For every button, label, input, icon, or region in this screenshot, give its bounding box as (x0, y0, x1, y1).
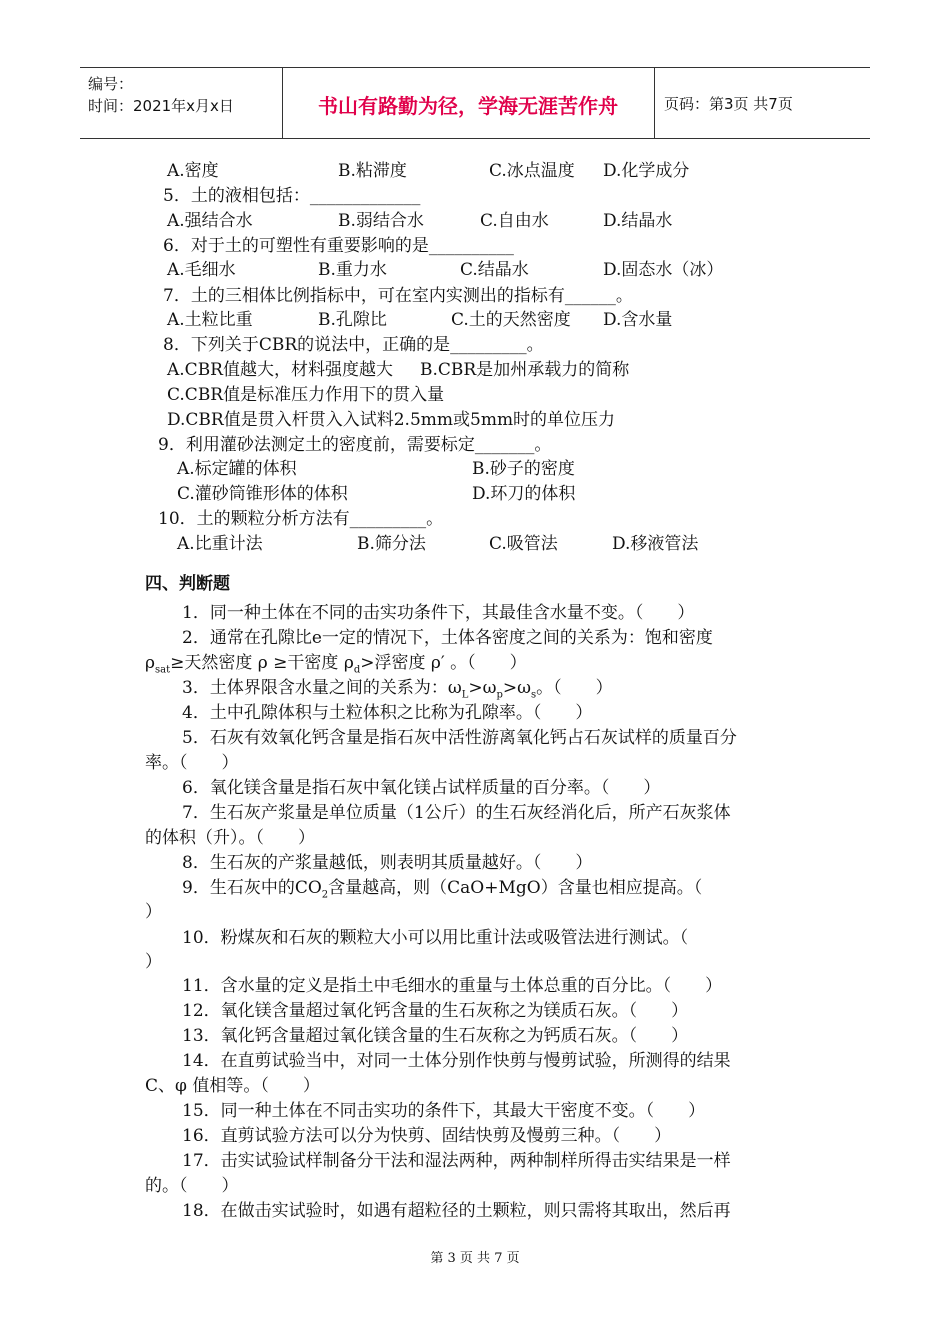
option: A.密度 (167, 161, 219, 181)
question-10: 10．土的颗粒分析方法有_________。 (158, 509, 444, 529)
option: D.化学成分 (603, 161, 690, 181)
judge-item: 15．同一种土体在不同击实功的条件下，其最大干密度不变。（ ） (182, 1101, 706, 1121)
option: C.结晶水 (460, 260, 529, 280)
option: A.毛细水 (167, 260, 236, 280)
option: A.强结合水 (167, 211, 253, 231)
option: C.土的天然密度 (451, 310, 571, 330)
option: D.环刀的体积 (472, 484, 576, 504)
judge-item: 9．生石灰中的$CO_2$含量越高，则（CaO+MgO）含量也相应提高。（ (182, 878, 703, 901)
option: A.标定罐的体积 (177, 459, 297, 479)
judge-item: 12．氧化镁含量超过氧化钙含量的生石灰称之为镁质石灰。（ ） (182, 1001, 689, 1021)
option: D.CBR值是贯入杆贯入入试料2.5mm或5mm时的单位压力 (167, 410, 616, 430)
question-6: 6．对于土的可塑性有重要影响的是__________ (163, 236, 514, 256)
option: C.自由水 (480, 211, 549, 231)
judge-item-cont: C、φ 值相等。（ ） (145, 1076, 320, 1096)
judge-item: 16．直剪试验方法可以分为快剪、固结快剪及慢剪三种。（ ） (182, 1126, 672, 1146)
judge-item: 8．生石灰的产浆量越低，则表明其质量越好。（ ） (182, 853, 593, 873)
header-time: 时间：2021年x月x日 (88, 97, 234, 115)
judge-item: 18．在做击实试验时，如遇有超粒径的土颗粒，则只需将其取出，然后再 (182, 1201, 731, 1221)
option: B.砂子的密度 (472, 459, 575, 479)
judge-item-cont: 率。（ ） (145, 753, 239, 773)
judge-item: 17．击实试验试样制备分干法和湿法两种，两种制样所得击实结果是一样 (182, 1151, 731, 1171)
option: D.移液管法 (612, 534, 699, 554)
judge-item-cont: 的。（ ） (145, 1176, 239, 1196)
question-7: 7．土的三相体比例指标中，可在室内实测出的指标有______。 (163, 286, 633, 306)
question-5: 5．土的液相包括：_____________ (163, 186, 421, 206)
judge-item-cont: ） (145, 902, 162, 922)
option: C.冰点温度 (489, 161, 575, 181)
header-number: 编号： (88, 75, 134, 93)
header-divider (654, 68, 655, 138)
header-meta (88, 73, 234, 117)
option: B.孔隙比 (318, 310, 387, 330)
option: A.CBR值越大，材料强度越大 (167, 360, 393, 380)
judge-item: 6．氧化镁含量是指石灰中氧化镁占试样质量的百分率。（ ） (182, 778, 661, 798)
option: C.吸管法 (489, 534, 558, 554)
judge-item: 10．粉煤灰和石灰的颗粒大小可以用比重计法或吸管法进行测试。（ (182, 928, 689, 948)
option: A.比重计法 (177, 534, 263, 554)
judge-item: 4．土中孔隙体积与土粒体积之比称为孔隙率。（ ） (182, 703, 593, 723)
header-page-info: 页码：第3页 共7页 (664, 95, 793, 113)
judge-item: 7．生石灰产浆量是单位质量（1公斤）的生石灰经消化后，所产石灰浆体 (182, 803, 731, 823)
option: B.重力水 (318, 260, 387, 280)
page-header (80, 67, 870, 139)
judge-item: 2．通常在孔隙比e一定的情况下，土体各密度之间的关系为：饱和密度 (182, 628, 713, 648)
judge-item: 11．含水量的定义是指土中毛细水的重量与土体总重的百分比。（ ） (182, 976, 723, 996)
option: B.CBR是加州承载力的简称 (420, 360, 630, 380)
option: D.结晶水 (603, 211, 673, 231)
judge-item-cont: 的体积（升）。（ ） (145, 828, 315, 848)
judge-item: 5．石灰有效氧化钙含量是指石灰中活性游离氧化钙占石灰试样的质量百分 (182, 728, 737, 748)
judge-item-cont: $\rho_{sat}\ge$天然密度 ρ ≥干密度 $\rho_d>$浮密度 ρ′ 。（ ） (145, 653, 527, 676)
judge-item: 13．氧化钙含量超过氧化镁含量的生石灰称之为钙质石灰。（ ） (182, 1026, 689, 1046)
judge-item: 14．在直剪试验当中，对同一土体分别作快剪与慢剪试验，所测得的结果 (182, 1051, 731, 1071)
option: D.含水量 (603, 310, 673, 330)
option: B.筛分法 (357, 534, 426, 554)
option: D.固态水（冰） (603, 260, 724, 280)
page-footer: 第 3 页 共 7 页 (430, 1251, 520, 1266)
option: B.粘滞度 (338, 161, 407, 181)
option: B.弱结合水 (338, 211, 424, 231)
option: A.土粒比重 (167, 310, 253, 330)
judge-item: 1．同一种土体在不同的击实功条件下，其最佳含水量不变。（ ） (182, 603, 695, 623)
question-9: 9．利用灌砂法测定土的密度前，需要标定_______。 (158, 435, 552, 455)
question-8: 8．下列关于CBR的说法中，正确的是_________。 (163, 335, 544, 355)
judge-item-cont: ） (145, 952, 162, 972)
judge-item: 3．土体界限含水量之间的关系为：$\omega_L>\omega_p>\omega_s$。（ ） (182, 678, 613, 701)
header-motto: 书山有路勤为径，学海无涯苦作舟 (318, 94, 618, 118)
option: C.灌砂筒锥形体的体积 (177, 484, 348, 504)
option: C.CBR值是标准压力作用下的贯入量 (167, 385, 445, 405)
section-title: 四、判断题 (145, 574, 230, 594)
